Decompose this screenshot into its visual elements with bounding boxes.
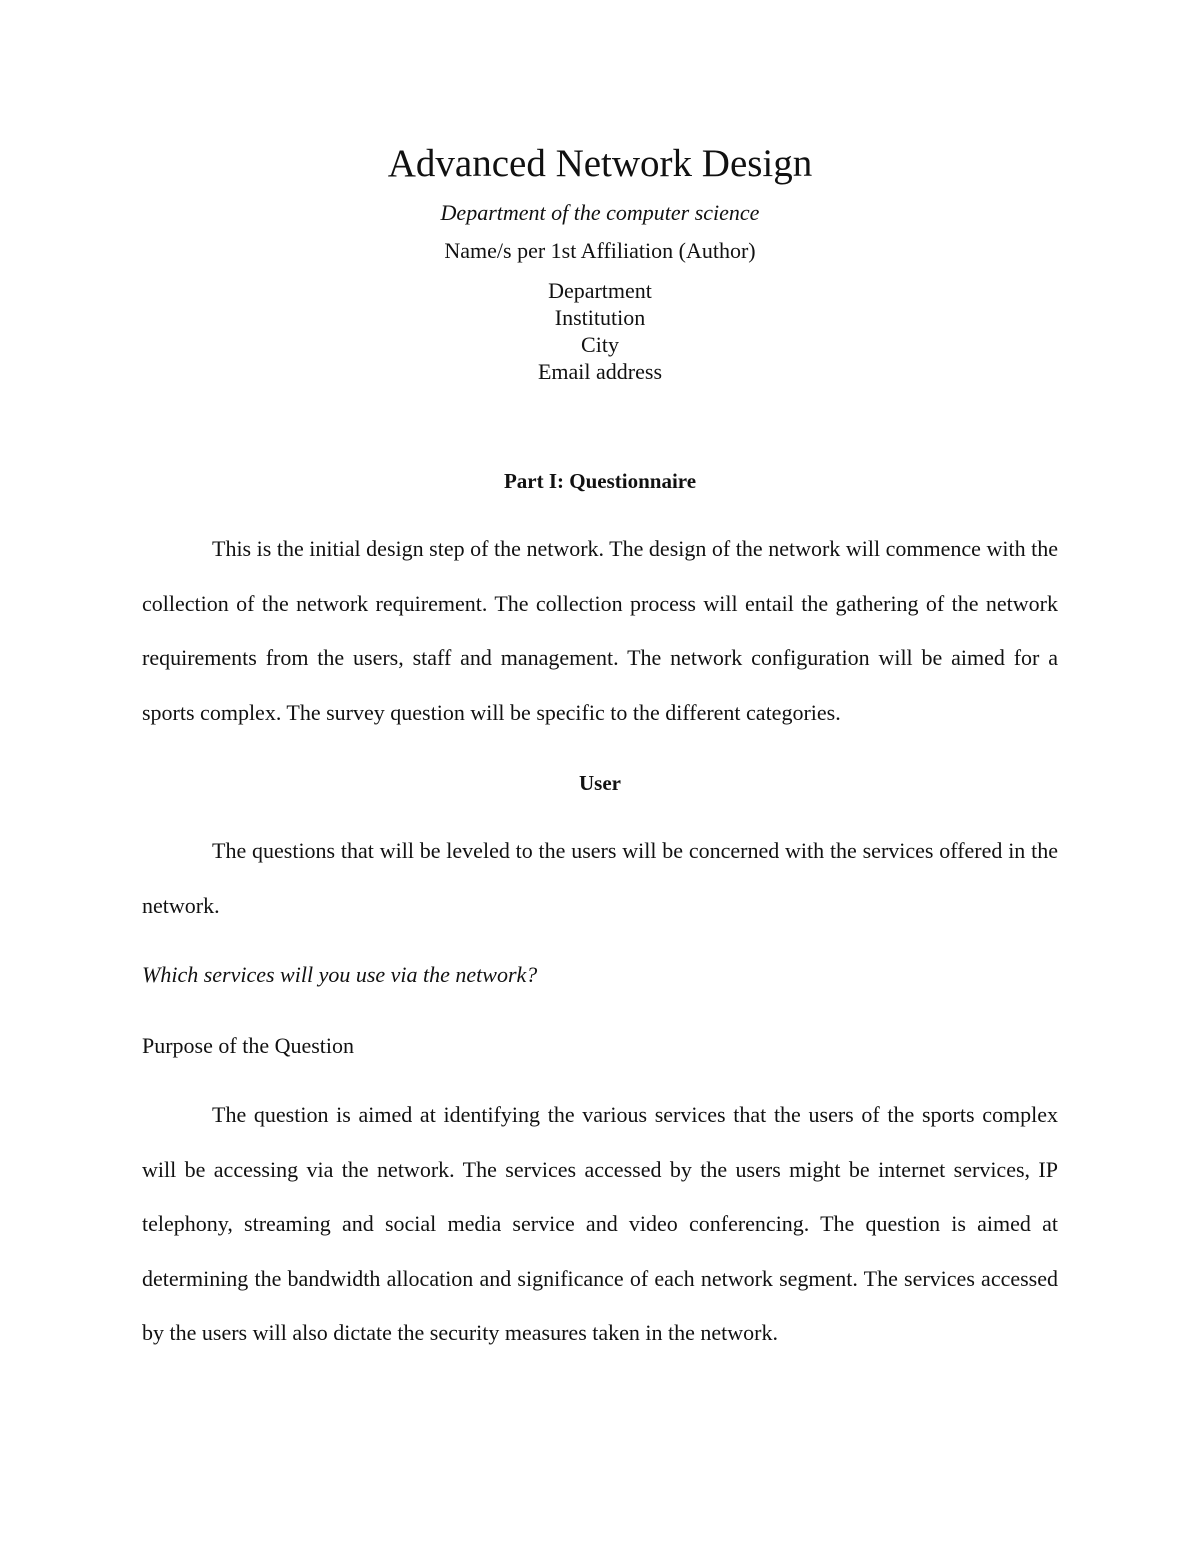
- document-title: Advanced Network Design: [387, 142, 813, 185]
- paragraph-intro: This is the initial design step of the network. The design of the network will commence with the collection of the network requirement. The collection process will entail the gathering of the network requirements from the users, staff and management. The network configuration will be aimed for a sports complex. The survey question will be specific to the different categories.: [142, 536, 1058, 725]
- author-line: Name/s per 1st Affiliation (Author): [444, 238, 756, 263]
- department-line: Department of the computer science: [440, 200, 760, 225]
- survey-question: Which services will you use via the network?: [142, 962, 538, 987]
- section-heading-questionnaire: Part I: Questionnaire: [503, 469, 697, 493]
- section-heading-user: User: [579, 771, 621, 795]
- affiliation-city: City: [581, 332, 619, 357]
- affiliation-institution: Institution: [554, 305, 646, 330]
- affiliation-department: Department: [548, 278, 652, 303]
- paragraph-purpose: The question is aimed at identifying the various services that the users of the sports complex will be accessing via the network. The services accessed by the users might be internet services, IP telephony, streaming and social media service and video conferencing. The question is aimed at determining the bandwidth allocation and significance of each network segment. The services accessed by the users will also dictate the security measures taken in the network.: [142, 1102, 1058, 1345]
- affiliation-email: Email address: [537, 359, 663, 384]
- purpose-label: Purpose of the Question: [142, 1033, 355, 1058]
- paragraph-user: The questions that will be leveled to the users will be concerned with the services offered in the network.: [142, 838, 1058, 918]
- affiliation-block: [0, 277, 1200, 385]
